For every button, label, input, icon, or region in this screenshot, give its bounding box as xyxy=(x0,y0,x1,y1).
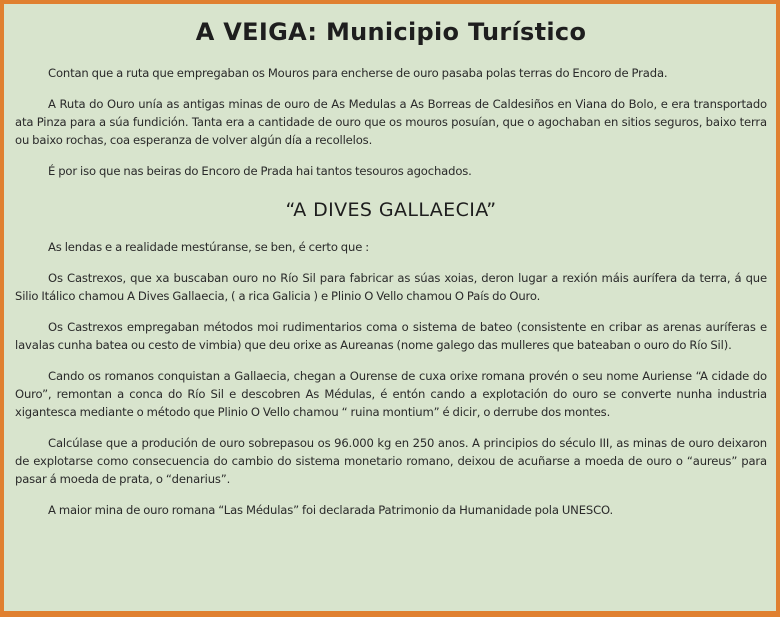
section-paragraph: Cando os romanos conquistan a Gallaecia, chegan a Ourense de cuxa orixe romana provén o seu nome Auriense “A cidade do Ouro”, remontan a conca do Río Sil e descobren As Médulas, é entón cando a explotación do ouro se converte nunha industria xigantesca mediante o método que Plinio O Vello chamou “ ruina montium” é dicir, o derrube dos montes. xyxy=(15,369,767,419)
section-paragraph: Calcúlase que a produción de ouro sobrepasou os 96.000 kg en 250 anos. A principios do século III, as minas de ouro deixaron de explotarse como consecuencia do cambio do sistema monetario romano, deixou de acuñarse a moeda de ouro o “aureus” para pasar á moeda de prata, o “denarius”. xyxy=(15,436,767,486)
page-title: A VEIGA: Municipio Turístico xyxy=(195,18,587,46)
section-paragraph: Os Castrexos, que xa buscaban ouro no Río Sil para fabricar as súas xoias, deron lugar a rexión máis aurífera da terra, á que Silio Itálico chamou A Dives Gallaecia, ( a rica Galicia ) e Plinio O Vello chamou O País do Ouro. xyxy=(15,271,767,303)
intro-paragraph: A Ruta do Ouro unía as antigas minas de ouro de As Medulas a As Borreas de Caldesiños en Viana do Bolo, e era transportado ata Pinza para a súa fundición. Tanta era a cantidade de ouro que os mouros posuían, que o agochaban en sitios seguros, baixo terra ou baixo rochas, coa esperanza de volver algún día a recollelos. xyxy=(15,97,767,147)
intro-paragraph: É por iso que nas beiras do Encoro de Prada hai tantos tesouros agochados. xyxy=(48,164,472,178)
section-paragraph: Os Castrexos empregaban métodos moi rudimentarios coma o sistema de bateo (consistente en cribar as arenas auríferas e lavalas cunha batea ou cesto de vimbia) que deu orixe as Aureanas (nome galego das mulleres que bateaban o ouro do Río Sil). xyxy=(15,320,767,352)
section-title: “A DIVES GALLAECIA” xyxy=(285,199,497,221)
section-paragraph: A maior mina de ouro romana “Las Médulas” foi declarada Patrimonio da Humanidade pola UNESCO. xyxy=(48,503,614,517)
section-paragraph: As lendas e a realidade mestúranse, se ben, é certo que : xyxy=(48,240,369,254)
document-panel xyxy=(4,4,776,611)
intro-paragraph: Contan que a ruta que empregaban os Mouros para encherse de ouro pasaba polas terras do Encoro de Prada. xyxy=(48,66,668,80)
